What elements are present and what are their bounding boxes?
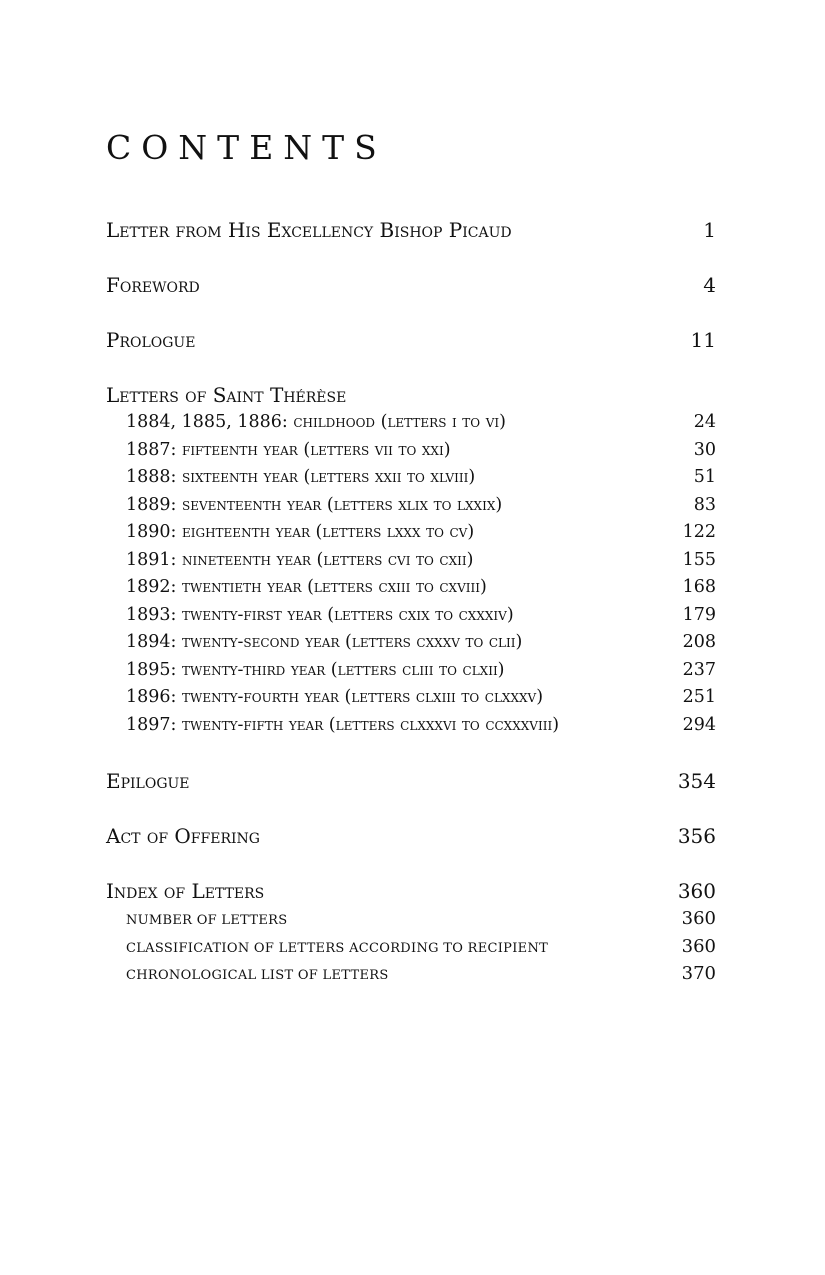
toc-entry-page: 354	[677, 769, 716, 793]
toc-subentry-page: 83	[693, 494, 716, 515]
toc-subentry[interactable]	[106, 577, 716, 605]
toc-subentry-page: 360	[681, 908, 716, 929]
toc-entry-label: Letter from His Excellency Bishop Picaud	[106, 218, 512, 242]
toc-section-heading[interactable]	[106, 383, 716, 411]
toc-subentry[interactable]	[106, 907, 716, 935]
toc-subentry[interactable]	[106, 440, 716, 468]
toc-subentry-page: 24	[693, 412, 716, 432]
toc-subentry-page: 251	[682, 687, 716, 707]
toc-entry-label: Epilogue	[106, 769, 190, 793]
toc-entry[interactable]	[106, 328, 716, 356]
toc-subentry-label: 1891: nineteenth year (letters cvi to cxii)	[126, 549, 474, 570]
toc-subentry[interactable]	[106, 687, 716, 715]
toc-subentry-label: number of letters	[126, 907, 288, 929]
toc-subentry-label: 1897: twenty-fifth year (letters clxxxvi to ccxxxviii)	[126, 714, 560, 735]
toc-subentry-label: 1888: sixteenth year (letters xxii to xlviii)	[126, 467, 476, 487]
toc-subentry[interactable]	[106, 660, 716, 688]
toc-entry[interactable]	[106, 824, 716, 852]
toc-entry[interactable]	[106, 218, 716, 246]
toc-entry-page: 356	[677, 824, 716, 848]
toc-subentry-page: 122	[682, 522, 716, 542]
toc-subentry[interactable]	[106, 605, 716, 633]
toc-subentry[interactable]	[106, 632, 716, 660]
toc-entry[interactable]	[106, 879, 716, 907]
toc-subentry-page: 179	[682, 604, 716, 625]
toc-subentry[interactable]	[106, 522, 716, 550]
toc-entry-page: 1	[703, 218, 716, 242]
toc-subentry[interactable]	[106, 495, 716, 523]
toc-subentry-page: 208	[682, 632, 716, 652]
toc-subentry-label: 1890: eighteenth year (letters lxxx to cv)	[126, 522, 475, 542]
toc-subentry[interactable]	[106, 550, 716, 578]
toc-subentry-page: 360	[681, 935, 716, 957]
toc-subentry-page: 168	[682, 577, 716, 597]
toc-entry-label: Foreword	[106, 273, 200, 297]
toc-subentry-label: 1884, 1885, 1886: childhood (letters i to vi)	[126, 412, 506, 432]
toc-subentry-label: 1893: twenty-first year (letters cxix to cxxxiv)	[126, 604, 514, 625]
toc-subentry-page: 294	[682, 714, 716, 735]
toc-entry[interactable]	[106, 769, 716, 797]
toc-subentry-label: 1887: fifteenth year (letters vii to xxi)	[126, 439, 451, 460]
toc-entry-label: Index of Letters	[106, 879, 265, 903]
toc-subentry-label: 1896: twenty-fourth year (letters clxiii to clxxxv)	[126, 687, 544, 707]
toc-entry[interactable]	[106, 273, 716, 301]
toc-subentry-page: 370	[681, 963, 716, 984]
toc-subentry[interactable]	[106, 962, 716, 990]
toc-subentry-label: 1895: twenty-third year (letters cliii to clxii)	[126, 659, 505, 680]
toc-subentry-label: 1889: seventeenth year (letters xlix to lxxix)	[126, 494, 503, 515]
toc-subentry-page: 237	[682, 659, 716, 680]
toc-subentry-label: 1894: twenty-second year (letters cxxxv to clii)	[126, 632, 523, 652]
toc-subentry[interactable]	[106, 412, 716, 440]
toc-entry-label: Act of Offering	[106, 824, 260, 848]
toc-entry-page: 4	[703, 273, 716, 297]
toc-entry-page: 360	[677, 879, 716, 903]
toc-subentry-page: 51	[693, 467, 716, 487]
toc-subentry-page: 155	[682, 549, 716, 570]
toc-entry-label: Prologue	[106, 328, 196, 352]
toc-subentry[interactable]	[106, 935, 716, 963]
page-title: CONTENTS	[106, 128, 387, 167]
toc-subentry[interactable]	[106, 467, 716, 495]
toc-entry-page: 11	[690, 328, 716, 352]
toc-subentry-label: chronological list of letters	[126, 962, 389, 984]
toc-subentry-label: classification of letters according to recipient	[126, 934, 549, 957]
toc-subentry-label: 1892: twentieth year (letters cxiii to cxviii)	[126, 577, 487, 597]
toc-entry-label: Letters of Saint Thérèse	[106, 383, 347, 407]
toc-subentry[interactable]	[106, 715, 716, 743]
toc-subentry-page: 30	[693, 439, 716, 460]
